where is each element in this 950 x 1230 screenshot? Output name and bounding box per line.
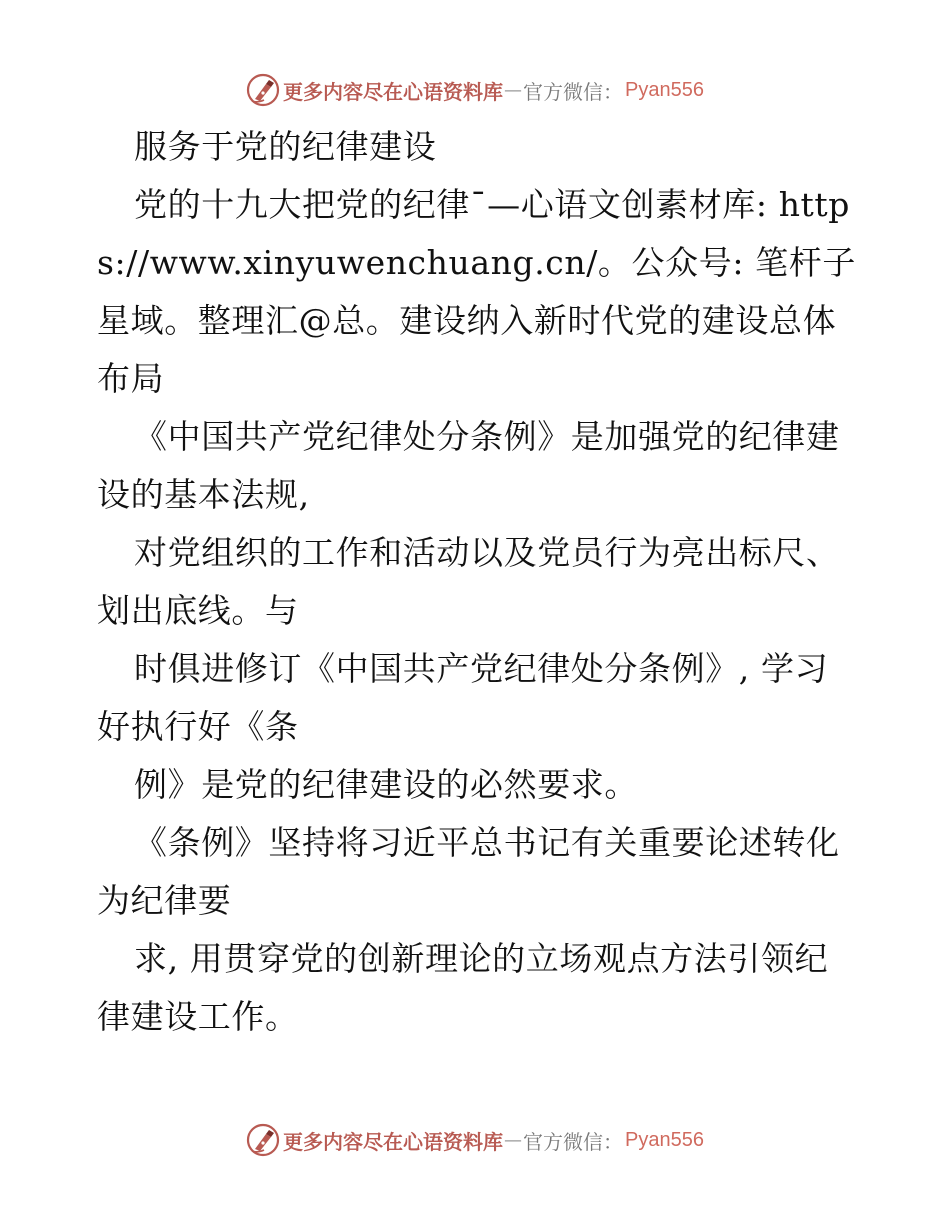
paragraph: 党的十九大把党的纪律¯—心语文创素材库: https://www.xinyuwenchuang.cn/。公众号: 笔杆子星域。整理汇@总。建设纳入新时代党的建设总体布局: [97, 185, 856, 398]
watermark-wechat-id: Pyan556: [625, 78, 704, 101]
watermark-wechat-label: 官方微信：: [523, 79, 624, 104]
document-body: [97, 118, 857, 1046]
pen-nib-logo-icon: [246, 73, 280, 107]
paragraph-heading: 服务于党的纪律建设: [134, 127, 437, 166]
header-watermark-banner: [0, 70, 950, 110]
watermark-wechat-label: 官方微信：: [523, 1129, 624, 1154]
watermark-dash: —: [504, 1129, 523, 1151]
paragraph: 《条例》坚持将习近平总书记有关重要论述转化为纪律要: [97, 823, 840, 920]
pen-nib-logo-icon: [246, 1123, 280, 1157]
watermark-wechat-id: Pyan556: [625, 1128, 704, 1151]
paragraph: 时俱进修订《中国共产党纪律处分条例》, 学习好执行好《条: [97, 649, 829, 746]
paragraph: 《中国共产党纪律处分条例》是加强党的纪律建设的基本法规,: [97, 417, 840, 514]
paragraph: 对党组织的工作和活动以及党员行为亮出标尺、划出底线。与: [97, 533, 840, 630]
watermark-main-text: 更多内容尽在心语资料库: [283, 1129, 504, 1154]
footer-watermark-banner: [0, 1120, 950, 1160]
watermark-dash: —: [504, 79, 523, 101]
paragraph: 求, 用贯穿党的创新理论的立场观点方法引领纪律建设工作。: [97, 939, 829, 1036]
watermark-main-text: 更多内容尽在心语资料库: [283, 79, 504, 104]
paragraph: 例》是党的纪律建设的必然要求。: [134, 765, 638, 804]
